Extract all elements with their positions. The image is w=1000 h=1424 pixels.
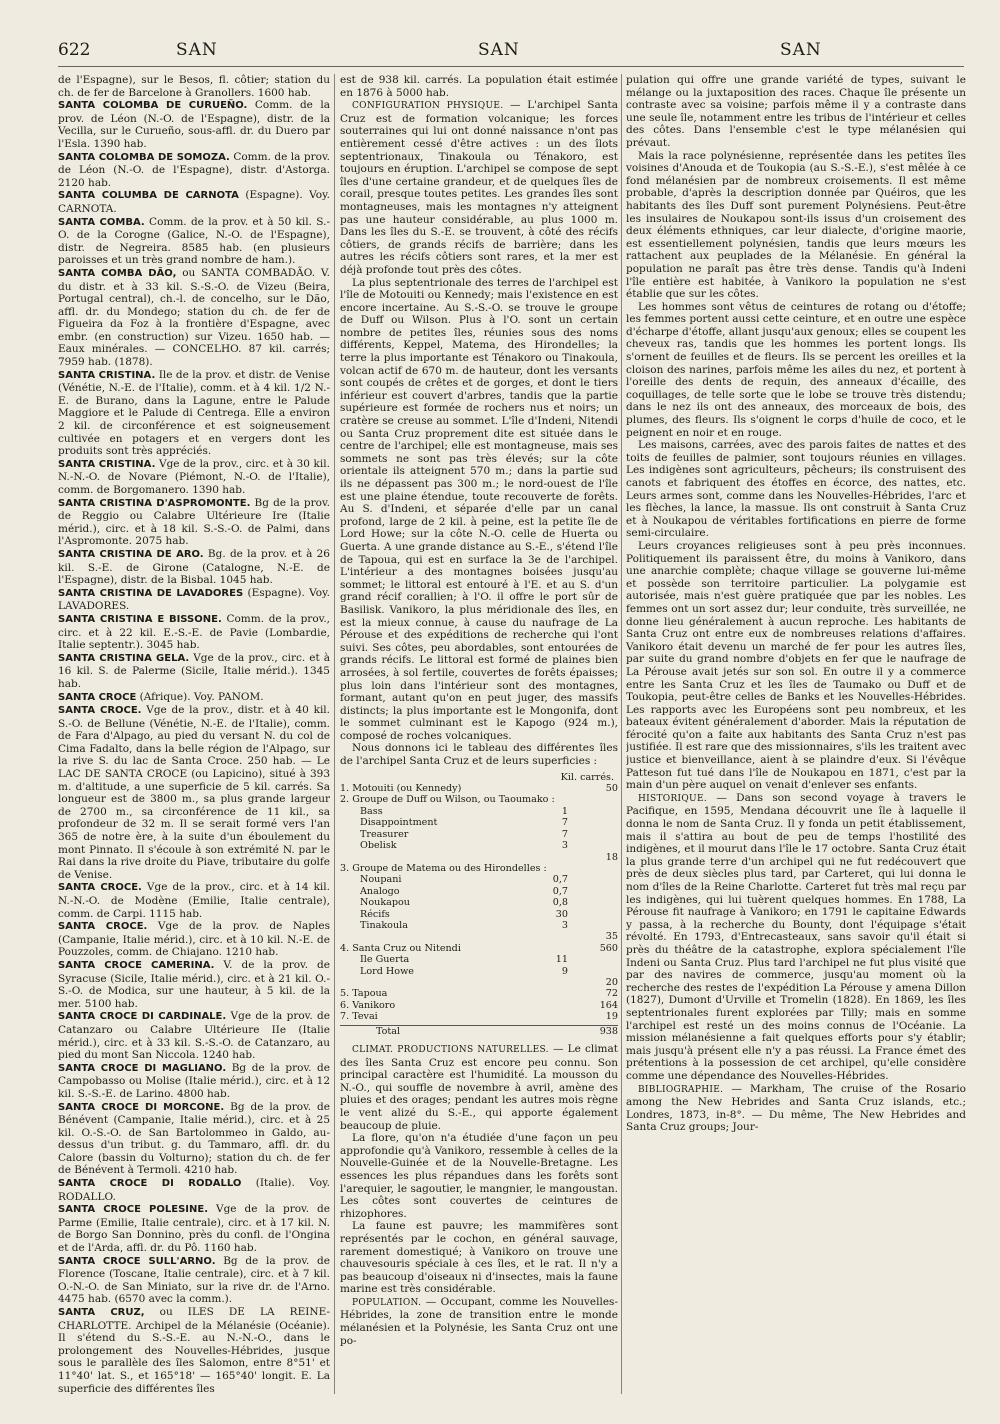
dictionary-entry — [58, 189, 330, 215]
entry-headword: SANTA CROCE DI MAGLIANO. — [58, 1062, 227, 1074]
table-row — [340, 909, 618, 920]
paragraph — [340, 742, 618, 767]
entry-text: (Espagne). Voy. LAVADORES. — [58, 586, 330, 613]
island-name: Récifs — [360, 908, 390, 920]
island-name: Lord Howe — [360, 965, 414, 977]
dictionary-entry — [58, 1203, 330, 1254]
dictionary-entry — [58, 458, 330, 497]
group-spacer — [568, 817, 618, 828]
dictionary-entry — [58, 497, 330, 548]
paragraph — [626, 150, 966, 301]
paragraph — [340, 1043, 618, 1132]
entry-text: de l'Espagne), sur le Besos, fl. côtier; station du ch. de fer de Barcelone à Granollers. 1600 hab. — [58, 74, 330, 99]
entry-headword: SANTA CRISTINA GELA. — [58, 652, 190, 664]
entry-text: Comm. de la prov. de Léon (N.-O. de l'Espagne), distr. d'Astorga. 2120 hab. — [58, 150, 330, 189]
paragraph — [626, 301, 966, 440]
table-row — [340, 874, 618, 885]
entry-headword: SANTA COMBA DÃO, — [58, 267, 177, 279]
island-area: 0,7 — [552, 885, 568, 897]
group-spacer — [568, 874, 618, 885]
entry-text: Vge de la prov., circ. et à 16 kil. S. de Palerme (Sicile, Italie mérid.). 1345 hab. — [58, 651, 330, 690]
paragraph: est de 938 kil. carrés. La population était estimée en 1876 à 5000 hab. — [340, 74, 618, 99]
table-group-total: 35 — [605, 931, 618, 943]
dictionary-entry — [58, 587, 330, 613]
entry-text: Vge de la prov., circ. et à 30 kil. N.-N.-O. de Novare (Piémont, N.-O. de l'Italie), comm. de Borgomanero. 1390 hab. — [58, 457, 330, 496]
dictionary-entry — [58, 881, 330, 920]
group-spacer — [568, 909, 618, 920]
group-spacer — [568, 897, 618, 908]
dictionary-entry — [58, 267, 330, 369]
entry-headword: SANTA CRISTINA. — [58, 458, 156, 470]
dictionary-entry — [58, 704, 330, 881]
group-spacer — [568, 840, 618, 851]
table-row — [340, 840, 618, 851]
entry-text: ou ILES DE LA REINE-CHARLOTTE. Archipel de la Mélanésie (Océanie). Il s'étend du S.-S.-E. au N.-N.-O., dans le prolongement des Nouvelles-Hébrides, jusque sous le parallèle des îles Salomon, entre 8°51' et 11°40' lat. S., et 165°18' — 165°40' longit. E. La superficie des différentes îles — [58, 1306, 330, 1395]
island-area: 3 — [561, 840, 568, 852]
entry-headword: SANTA CRUZ, — [58, 1307, 145, 1318]
section-heading: POPULATION. — [352, 1297, 422, 1308]
table-row: 4. Santa Cruz ou Nitendi 560 — [340, 942, 618, 954]
group-spacer — [568, 966, 618, 977]
dictionary-entry — [58, 1101, 330, 1178]
group-spacer — [568, 886, 618, 897]
paragraph — [340, 99, 618, 276]
dictionary-entry — [58, 652, 330, 691]
table-total-row: Total 938 — [340, 1025, 618, 1037]
entry-text: Vge de la prov., circ. et à 14 kil. N.-N.-O. de Modène (Emilie, Italie centrale), comm. de Carpi. 1115 hab. — [58, 881, 330, 920]
column-1 — [58, 74, 330, 1402]
entry-text: Bg. de la prov. et à 26 kil. S.-E. de Girone (Catalogne, N.-E. de l'Espagne), distr. de la Bisbal. 1045 hab. — [58, 547, 330, 587]
dictionary-entry — [58, 99, 330, 150]
paragraph-text: Les hommes sont vêtus de ceintures de rotang ou d'étoffe; les femmes portent aussi cette ceinture, et en outre une espèce d'écharpe d'étoffe, allant jusqu'aux genoux; elles se coupent les cheveux ras, tandis que les hommes les portent longs. Ils s'ornent de feuilles et de fleurs. Ils se percent les oreilles et la cloison des narines, parfois même les ailes du nez, et portent à l'oreille des dents de requin, des anneaux d'écaille, des coquillages, de telle sorte que le lobe se trouve très distendu; dans le nez ils ont des anneaux, des morceaux de bois, des plumes, des fleurs. Ils s'oignent le corps d'huile de coco, et le peignent en noir et en rouge. — [626, 300, 966, 439]
entry-headword: SANTA CROCE DI CARDINALE. — [58, 1011, 227, 1023]
island-name: Noupani — [360, 874, 402, 886]
section-heading: HISTORIQUE. — [638, 793, 707, 804]
dictionary-entry — [58, 1255, 330, 1306]
running-head-left: SAN — [176, 40, 218, 60]
table-group-total: 18 — [605, 851, 618, 863]
island-area: 1 — [561, 805, 568, 817]
island-name: Bass — [360, 805, 383, 817]
dictionary-entry — [58, 1010, 330, 1061]
entry-headword: SANTA CROCE. — [58, 705, 142, 717]
island-area: 0,7 — [552, 874, 568, 886]
dictionary-entry — [58, 920, 330, 959]
entry-headword: SANTA COLOMBA DE SOMOZA. — [58, 151, 230, 163]
paragraph — [340, 277, 618, 743]
dictionary-entry — [58, 369, 330, 458]
entry-text: (Italie). Voy. RODALLO. — [58, 1177, 330, 1203]
paragraph-text: La plus septentrionale des terres de l'archipel est l'île de Motouiti ou Kennedy; mais l'existence en est encore incertaine. Au S.-S.-O. se trouve le groupe de Duff ou Wilson. Plus à l'O. sont un certain nombre de petites îles, réunies sous des noms différents, Keppel, Matema, des Hirondelles; la terre la plus importante est Ténakoro ou Tinakoula, volcan actif de 670 m. de hauteur, dont les versants sont coupés de crêtes et de gorges, et dont le tiers inférieur est couvert d'arbres, tandis que la partie supérieure est formée de rochers nus et noirs; un cratère se creuse au sommet. L'île d'Indeni, Nitendi ou Santa Cruz proprement dite est située dans le centre de l'archipel; elle est montagneuse, mais ses sommets ne sont pas très élevés; sur la côte orientale ils atteignent 570 m.; dans la partie sud ils ne dépassent pas 300 m.; le nord-ouest de l'île est une plaine étendue, toute recouverte de forêts. Au S. d'Indeni, et séparée d'elle par un canal profond, large de 2 kil. à peine, est la petite île de Lord Howe; sur la côte N.-O. celle de Huerta ou Guerta. A une grande distance au S.-E., s'étend l'île de Tapoua, qui est en surface la 3e de l'archipel. L'intérieur a des montagnes boisées jusqu'au sommet; le littoral est entouré à l'E. et au S. d'un grand récif corallien; à l'O. il offre le port sûr de Basilisk. Vanikoro, la plus méridionale des îles, en est la mieux connue, à cause du naufrage de La Pérouse et des expéditions de recherche qui l'ont suivi. Ses côtes, peu abordables, sont entourées de grands récifs. Le littoral est formé de plaines bien arrosées, à sol fertile, couvertes de forêts épaisses; plus loin dans l'intérieur sont des montagnes, formant, autant qu'on en peut juger, des massifs distincts; la plus importante est le Mongonifa, dont le sommet culminant est le Kapogo (924 m.), composé de roches volcaniques. — [340, 276, 618, 742]
table-group-title: 2. Groupe de Duff ou Wilson, ou Taoumako : — [340, 794, 555, 806]
entry-text: Bg de la prov. de Campobasso ou Molise (Italie mérid.), circ. et à 12 kil. S.-S.-E. de Larino. 4800 hab. — [58, 1061, 330, 1100]
table-row — [340, 954, 618, 965]
entry-text: ou SANTA COMBADÃO. V. du distr. et à 33 kil. S.-S.-O. de Vizeu (Beira, Portugal central), ch.-l. de concelho, sur le Dão, affl. dr. du Mondego; station du ch. de fer de Figueira da Foz à la frontière d'Espagne, avec embr. (en construction) sur Vizeu. 1650 hab. — Eaux minérales. — CONCELHO. 87 kil. carrés; 7959 hab. (1878). — [58, 266, 330, 369]
paragraph — [340, 1132, 618, 1220]
dictionary-entry — [58, 691, 330, 705]
entry-headword: SANTA CROCE — [58, 691, 137, 703]
entry-text: Bg de la prov. de Reggio ou Calabre Ultérieure Ire (Italie mérid.), circ. et à 18 kil. S.-S.-O. de Palmi, dans l'Aspromonte. 2075 hab. — [58, 496, 330, 548]
dictionary-entry — [58, 1177, 330, 1203]
section-heading: BIBLIOGRAPHIE. — [638, 1084, 724, 1095]
table-group-total: 20 — [605, 976, 618, 988]
table-row: 6. Vanikoro 164 — [340, 999, 618, 1011]
group-spacer — [568, 920, 618, 931]
island-name: Treasurer — [360, 828, 409, 840]
dictionary-entry — [58, 1062, 330, 1101]
section-heading: CLIMAT. PRODUCTIONS NATURELLES. — [352, 1045, 549, 1055]
paragraph-text: Les maisons, carrées, avec des parois faites de nattes et des toits de feuilles de palmier, sont toujours réunies en villages. Les indigènes sont agriculteurs, pêcheurs; ils construisent des canots et fabriquent des étoffes en écorce, des nattes, etc. Leurs armes sont, comme dans les Nouvelles-Hébrides, l'arc et les flèches, la lance, la massue. Ils ont construit à Santa Cruz et à Noukapou de véritables fortifications en pierre de forme semi-circulaire. — [626, 439, 966, 540]
table-row — [340, 817, 618, 828]
paragraph — [626, 540, 966, 792]
table-row — [340, 966, 618, 977]
dictionary-entry — [58, 613, 330, 652]
island-area: 11 — [555, 954, 568, 966]
entry-headword: SANTA CROCE DI RODALLO — [58, 1178, 242, 1190]
dictionary-entry — [58, 548, 330, 587]
paragraph-text: Leurs croyances religieuses sont à peu près inconnues. Politiquement ils paraissent être, du moins à Vanikoro, dans une anarchie complète; chaque village se gouverne lui-même et possède son territoire particulier. La polygamie est autorisée, mais n'est guère pratiquée que par les nobles. Les femmes ont un sort assez dur; leur conduite, très surveillée, ne donne lieu généralement à aucun reproche. Les habitants de Santa Cruz ont entre eux de nombreuses relations d'affaires. Vanikoro était devenu un marché de fer pour les autres îles, par suite du grand nombre d'objets en fer que le naufrage de La Pérouse avait jetés sur son sol. En outre il y a commerce entre les Santa Cruz et les îles de Taumako ou Duff et de Toukopia, peut-être celles de Banks et les Nouvelles-Hébrides. Les rapports avec les Européens sont peu nombreux, et les bateaux évitent généralement d'aborder. Mais la réputation de férocité qu'on a faite aux habitants des Santa Cruz n'est pas justifiée. Il est rare que des missionnaires, s'ils les traitent avec justice et bienveillance, aient à se plaindre d'eux. Si l'évêque Patteson fut tué dans l'île de Noukapou en 1871, c'est par la main d'un père auquel on venait d'enlever ses enfants. — [626, 539, 966, 792]
paragraph-text: Mais la race polynésienne, représentée dans les petites îles voisines d'Anouda et de Toukopia (au S.-S.-E.), s'est mêlée à ce fond mélanésien par de nombreux croisements. Il est même probable, d'après la description donnée par Quéiros, que les habitants des îles Duff sont purement Polynésiens. Peut-être les insulaires de Noukapou sont-ils issus d'un croisement des deux éléments ethniques, car leur dialecte, d'origine maorie, est essentiellement polynésien, tandis que leurs mœurs les rattachent aux peuplades de la Mélanésie. En général la population ne paraît pas être très dense. Tandis qu'à Indeni l'île entière est habitée, à Vanikoro la population ne s'est établie que sur les côtes. — [626, 149, 966, 301]
entry-text: Bg de la prov. de Bénévent (Campanie, Italie mérid.), circ. et à 25 kil. O.-S.-O. de San Bartolommeo in Galdo, au-dessus d'un tribut. g. du Tammaro, affl. dr. du Calore (bassin du Volturno); station du ch. de fer de Bénévent à Termoli. 4210 hab. — [58, 1100, 330, 1177]
table-row — [340, 806, 618, 817]
entry-text: (Espagne). Voy. CARNOTA. — [58, 189, 330, 215]
entry-text: Vge de la prov. de Catanzaro ou Calabre Ultérieure IIe (Italie mérid.), circ. et à 33 kil. S.-S.-O. de Catanzaro, au pied du mont San Niccola. 1240 hab. — [58, 1010, 330, 1062]
paragraph-text: — Le climat des îles Santa Cruz est encore peu connu. Son principal caractère est l'humidité. La mousson du N.-O., qui souffle de novembre à avril, amène des pluies et des orages; pendant les autres mois règne le vent alizé du S.-E., qui apporte également beaucoup de pluie. — [340, 1043, 618, 1132]
paragraph-text: — Markham, The cruise of the Rosario among the New Hebrides and Santa Cruz islands, etc.; Londres, 1873, in-8°. — Du même, The New Hebrides and Santa Cruz groups; Jour- — [626, 1082, 966, 1134]
entry-headword: SANTA CROCE SULL'ARNO. — [58, 1255, 216, 1267]
group-spacer — [568, 954, 618, 965]
entry-headword: SANTA CROCE. — [58, 921, 148, 933]
paragraph — [626, 439, 966, 540]
running-head-right: SAN — [780, 40, 822, 60]
dictionary-entry — [58, 151, 330, 190]
island-area-table — [340, 772, 618, 1037]
table-row — [340, 829, 618, 840]
table-row: 1. Motouiti (ou Kennedy) 50 — [340, 783, 618, 795]
island-name: Noukapou — [360, 897, 410, 909]
column-3 — [626, 74, 966, 1402]
entry-text: Vge de la prov., distr. et à 40 kil. S.-O. de Bellune (Vénétie, N.-E. de l'Italie), comm. de Fara d'Alpago, au pied du versant N. du col de Cima Fadalto, dans la belle région de l'Alpago, sur la rive S. du lac de Santa Croce. 250 hab. — Le LAC DE SANTA CROCE (ou Lapicino), situé à 393 m. d'altitude, a une superficie de 5 kil. carrés. Sa longueur est de 3800 m., sa plus grande largeur de 2700 m., sa circonférence de 11 kil., sa profondeur de 32 m. Il se serait formé vers l'an 365 de notre ère, à la suite d'un éboulement du mont Pinnato. Il s'écoule à son extrémité N. par le Rai dans la rive droite du Piave, tributaire du golfe de Venise. — [58, 704, 330, 881]
island-area: 9 — [561, 965, 568, 977]
entry-headword: SANTA CROCE DI MORCONE. — [58, 1101, 225, 1113]
island-name: Obelisk — [360, 840, 397, 852]
entry-headword: SANTA CRISTINA. — [58, 369, 156, 381]
entry-headword: SANTA CRISTINA E BISSONE. — [58, 613, 222, 625]
table-row: 5. Tapoua 72 — [340, 988, 618, 1000]
table-row — [340, 920, 618, 931]
section-heading: CONFIGURATION PHYSIQUE. — [352, 101, 504, 112]
island-name: Disappointment — [360, 817, 438, 829]
paragraph — [626, 74, 966, 150]
island-area: 7 — [561, 817, 568, 829]
island-area: 3 — [561, 919, 568, 931]
dictionary-entry — [58, 74, 330, 99]
island-area: 0,8 — [552, 897, 568, 909]
column-2 — [340, 74, 618, 1402]
paragraph-text: — Occupant, comme les Nouvelles-Hébrides, la zone de transition entre le monde mélanésien et la Polynésie, les Santa Cruz ont une po- — [340, 1295, 618, 1347]
entry-text: Comm. de la prov. de Léon (N.-O. de l'Espagne), distr. de la Vecilla, sur le Curueño, sous-affl. dr. du Duero par l'Esla. 1390 hab. — [58, 99, 330, 150]
entry-headword: SANTA CRISTINA DE ARO. — [58, 548, 204, 560]
paragraph-text: — L'archipel Santa Cruz est de formation volcanique; les forces souterraines qui lui ont donné naissance n'ont pas entièrement cessé d'être actives : un des îlots septentrionaux, Tinakoula ou Ténakoro, est toujours en éruption. L'archipel se compose de sept îles d'une certaine grandeur, et de quelques îles de corail, presque toutes petites. Les grandes îles sont montagneuses, mais les montagnes n'y atteignent pas une hauteur considérable, au plus 1000 m. Dans les îles du S.-E. se trouvent, à côté des récifs côtiers, de grands récifs de barrière; dans les autres les récifs côtiers sont rares, et la mer est déjà profonde tout près des côtes. — [340, 99, 618, 276]
page-number: 622 — [58, 40, 91, 60]
group-spacer — [568, 806, 618, 817]
paragraph-text: Nous donnons ici le tableau des différentes îles de l'archipel Santa Cruz et de leurs superficies : — [340, 742, 618, 768]
column-divider — [621, 74, 622, 1394]
table-group-title: 3. Groupe de Matema ou des Hirondelles : — [340, 862, 547, 874]
table-row: 7. Tevai 19 — [340, 1011, 618, 1023]
entry-text: Bg de la prov. de Florence (Toscane, Italie centrale), circ. et à 7 kil. O.-N.-O. de San Miniato, sur la rive dr. de l'Arno. 4475 hab. (6570 avec la comm.). — [58, 1254, 330, 1306]
paragraph — [340, 1220, 618, 1296]
paragraph — [340, 1296, 618, 1347]
island-name: Tinakoula — [360, 919, 408, 931]
group-spacer — [568, 829, 618, 840]
paragraph-text: pulation qui offre une grande variété de types, suivant le mélange ou la juxtaposition des races. Chaque île présente un contraste avec sa voisine; parfois même il y a contraste dans une seule île, notamment entre les tribus de l'intérieur et celles des côtes. Dans l'ensemble c'est le type mélanésien qui prévaut. — [626, 74, 966, 149]
entry-headword: SANTA CROCE POLESINE. — [58, 1204, 208, 1216]
entry-headword: SANTA COMBA. — [58, 216, 145, 228]
dictionary-entry — [58, 216, 330, 267]
entry-headword: SANTA CRISTINA DE LAVADORES — [58, 587, 244, 599]
island-name: Analogo — [360, 885, 400, 897]
entry-headword: SANTA COLUMBA DE CARNOTA — [58, 190, 239, 202]
entry-headword: SANTA CRISTINA D'ASPROMONTE. — [58, 497, 251, 509]
entry-text: (Afrique). Voy. PANOM. — [139, 690, 264, 703]
entry-text: V. de la prov. de Syracuse (Sicile, Italie mérid.), circ. et à 21 kil. O.-S.-O. de Modica, sur une hauteur, à 5 kil. de la mer. 5100 hab. — [58, 958, 330, 1010]
table-row — [340, 886, 618, 897]
running-head-center: SAN — [478, 40, 520, 60]
entry-text: Vge de la prov. de Parme (Emilie, Italie centrale), circ. et à 17 kil. N. de Borgo San Donnino, près du confl. de l'Ongina et de l'Arda, affl. dr. du Pô. 1160 hab. — [58, 1203, 330, 1255]
entry-headword: SANTA COLOMBA DE CURUEÑO. — [58, 100, 248, 112]
island-name: Ile Guerta — [360, 954, 410, 966]
dictionary-entry — [58, 959, 330, 1010]
entry-text: Ile de la prov. et distr. de Venise (Vénétie, N.-E. de l'Italie), comm. et à 4 kil. 1/2 N.-E. de Burano, dans la Lagune, entre le Palude Maggiore et le Palude di Centrega. Elle a environ 2 kil. de circonférence et est soigneusement cultivée en potagers et en vergers dont les produits sont très appréciés. — [58, 368, 330, 458]
header-rule — [58, 66, 964, 67]
paragraph-text: — Dans son second voyage à travers le Pacifique, en 1595, Mendana découvrit une île à laquelle il donna le nom de Santa Cruz. Il y fonda un petit établissement, mais il s'attira au bout de peu de temps l'hostilité des indigènes, et il mourut dans l'île le 17 octobre. Santa Cruz était la plus grande terre d'un archipel qui ne fut redécouvert que près de deux siècles plus tard, par Carteret, qui lui donna le nom d'îles de la Reine Charlotte. Carteret fut très mal reçu par les indigènes, qui lui tuèrent quelques hommes. En 1788, La Pérouse fit naufrage à Vanikoro; en 1791 le capitaine Edwards y passa, à la recherche du Bounty, dont l'équipage s'était révolté. En 1793, d'Entrecasteaux, sans savoir qu'il était si près du théâtre de la catastrophe, explora spécialement l'île Indeni ou Santa Cruz. Plus tard l'archipel ne fut plus visité que par des navires de commerce, jusqu'au moment où la recherche des restes de l'expédition La Pérouse y amena Dillon (1827), Dumont d'Urville et Tromelin (1828). En 1869, les îles septentrionales furent explorées par Tilly; mais en somme l'archipel est resté un des moins connus de l'Océanie. La mission mélanésienne a fait quelques efforts pour s'y établir; mais jusqu'à présent elle n'y a pas réussi. La France émet des prétentions à la possession de cet archipel, qu'elle considère comme une dépendance des Nouvelles-Hébrides. — [626, 791, 966, 1082]
paragraph — [626, 792, 966, 1083]
column-divider — [334, 74, 335, 1394]
entry-text: Comm. de la prov. et à 50 kil. S.-O. de la Corogne (Galice, N.-O. de l'Espagne), distr. de Negreira. 8585 hab. (en plusieurs paroisses et un très grand nombre de ham.). — [58, 215, 330, 267]
paragraph-text: La faune est pauvre; les mammifères sont représentés par le cochon, en général sauvage, rarement domestiqué; à Vanikoro on trouve une chauvesouris spéciale à ces îles, et le rat. Il n'y a pas beaucoup d'oiseaux ni d'insectes, mais la faune marine est très considérable. — [340, 1220, 618, 1296]
entry-headword: SANTA CROCE. — [58, 882, 142, 894]
table-row — [340, 897, 618, 908]
dictionary-entry — [58, 1306, 330, 1395]
entry-text: Vge de la prov. de Naples (Campanie, Italie mérid.), circ. et à 10 kil. N.-E. de Pouzzoles, comm. de Chiajano. 1210 hab. — [58, 920, 330, 959]
island-area: 7 — [561, 828, 568, 840]
paragraph — [626, 1083, 966, 1134]
island-area: 30 — [555, 908, 568, 920]
entry-text: Comm. de la prov., circ. et à 22 kil. E.-S.-E. de Pavie (Lombardie, Italie septentr.). 3045 hab. — [58, 612, 330, 652]
paragraph-text: La flore, qu'on n'a étudiée d'une façon un peu approfondie qu'à Vanikoro, ressemble à celles de la Nouvelle-Guinée et de la Nouvelle-Bretagne. Les essences les plus répandues dans les forêts sont l'arequier, le sagoutier, le mangnier, le mangoustan. Les côtes sont couvertes de ceintures de rhizophores. — [340, 1132, 618, 1220]
entry-headword: SANTA CROCE CAMERINA. — [58, 959, 215, 971]
table-unit-label: Kil. carrés. — [560, 771, 614, 783]
